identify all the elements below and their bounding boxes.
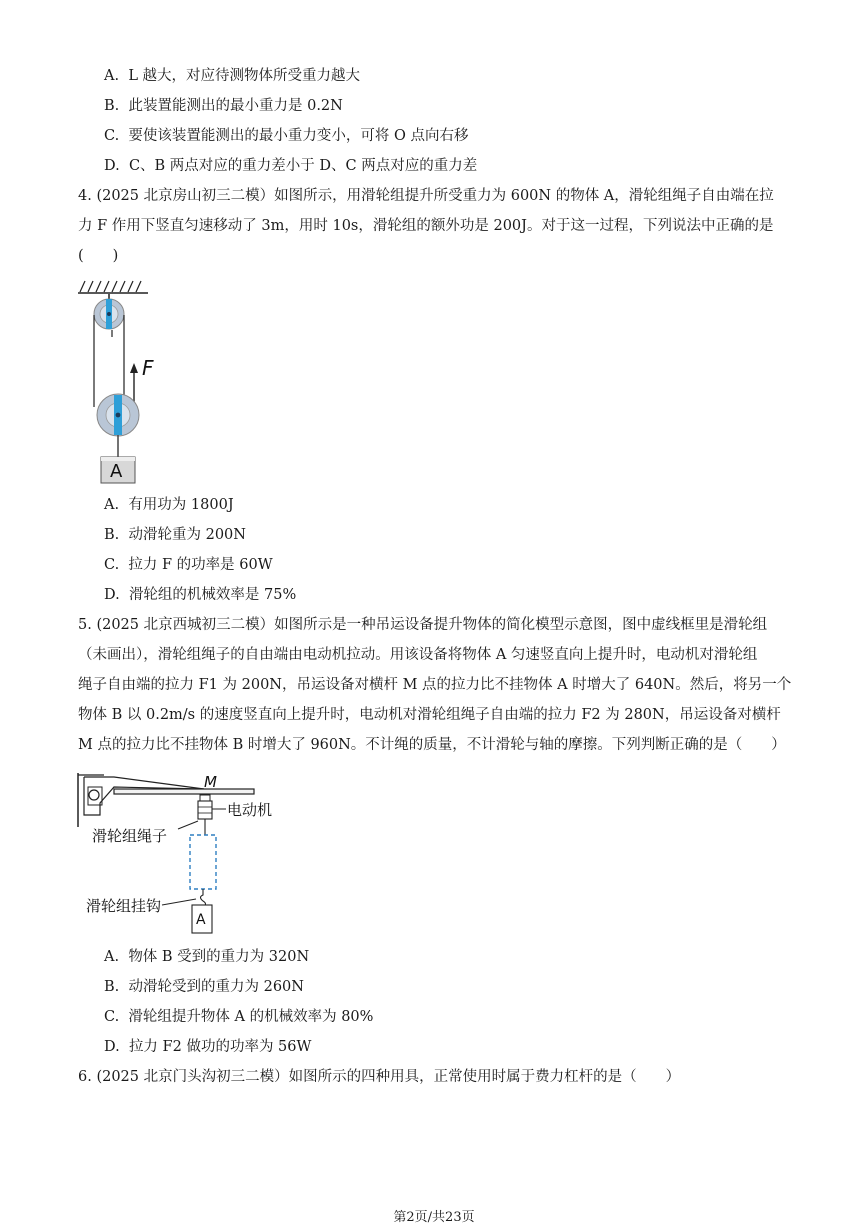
q3-option-b-letter: B. bbox=[104, 98, 120, 114]
rope-label: 滑轮组绳子 bbox=[92, 827, 168, 845]
motor bbox=[198, 801, 212, 819]
q4-stem-text-1: (2025 北京房山初三二模）如图所示，用滑轮组提升所受重力为 600N 的物体 A，滑轮组绳子自由端在拉 bbox=[96, 188, 774, 204]
q4-option-d-text: 滑轮组的机械效率是 75% bbox=[128, 587, 297, 603]
q5-option-b-text: 动滑轮受到的重力为 260N bbox=[128, 979, 304, 995]
q5-option-b bbox=[104, 977, 304, 997]
q3-option-b bbox=[104, 96, 343, 116]
q3-option-c-text: 要使该装置能测出的最小重力变小，可将 O 点向右移 bbox=[128, 128, 469, 144]
q5-crane-figure bbox=[74, 765, 294, 937]
q4-option-b-text: 动滑轮重为 200N bbox=[128, 527, 246, 543]
q4-option-d bbox=[104, 585, 296, 605]
q4-stem-line-1 bbox=[78, 186, 774, 206]
q3-option-d-text: C、B 两点对应的重力差小于 D、C 两点对应的重力差 bbox=[128, 158, 478, 174]
q4-option-c-text: 拉力 F 的功率是 60W bbox=[128, 557, 273, 573]
block-a-label: A bbox=[110, 461, 123, 482]
q6-stem-line-1 bbox=[78, 1067, 680, 1087]
q5-stem-line-2: （未画出），滑轮组绳子的自由端由电动机拉动。用该设备将物体 A 匀速竖直向上提升时，电动机对滑轮组 bbox=[78, 647, 758, 663]
q3-option-a-text: L 越大，对应待测物体所受重力越大 bbox=[128, 68, 361, 84]
q4-option-c-letter: C. bbox=[104, 557, 120, 573]
q3-option-a bbox=[104, 66, 360, 86]
q5-stem-line-5: M 点的拉力比不挂物体 B 时增大了 960N。不计绳的质量，不计滑轮与轴的摩擦。下列判断正确的是（ ） bbox=[78, 737, 786, 753]
q5-option-c-letter: C. bbox=[104, 1009, 120, 1025]
q3-option-c bbox=[104, 126, 469, 146]
q3-option-c-letter: C. bbox=[104, 128, 120, 144]
q6-stem-text: (2025 北京门头沟初三二模）如图所示的四种用具，正常使用时属于费力杠杆的是（ ） bbox=[96, 1069, 681, 1085]
force-arrow-head bbox=[130, 363, 138, 373]
motor-label: 电动机 bbox=[227, 801, 273, 819]
ceiling-hatching bbox=[80, 281, 141, 292]
q4-option-a-letter: A. bbox=[104, 497, 120, 513]
q5-option-a-text: 物体 B 受到的重力为 320N bbox=[128, 949, 310, 965]
q5-option-d-letter: D. bbox=[104, 1039, 120, 1055]
q5-option-c bbox=[104, 1007, 373, 1027]
q5-number: 5. bbox=[78, 617, 92, 633]
q4-option-a bbox=[104, 495, 234, 515]
q6-number: 6. bbox=[78, 1069, 92, 1085]
q3-option-a-letter: A. bbox=[104, 68, 120, 84]
q5-option-b-letter: B. bbox=[104, 979, 120, 995]
q4-option-d-letter: D. bbox=[104, 587, 120, 603]
q4-pulley-figure bbox=[72, 275, 162, 490]
q5-stem-line-4: 物体 B 以 0.2m/s 的速度竖直向上提升时，电动机对滑轮组绳子自由端的拉力 F2 为 280N，吊运设备对横杆 bbox=[78, 707, 781, 723]
q3-option-d-letter: D. bbox=[104, 158, 120, 174]
q4-stem-line-2: 力 F 作用下竖直匀速移动了 3m，用时 10s，滑轮组的额外功是 200J。对于这一过程，下列说法中正确的是 bbox=[78, 218, 774, 234]
q5-option-d bbox=[104, 1037, 311, 1057]
q5-option-a-letter: A. bbox=[104, 949, 120, 965]
pulley-group-dashed-box bbox=[190, 835, 216, 889]
q4-number: 4. bbox=[78, 188, 92, 204]
q5-block-a-label: A bbox=[196, 912, 206, 928]
hook-label: 滑轮组挂钩 bbox=[86, 897, 162, 915]
q5-stem-line-1 bbox=[78, 615, 767, 635]
q4-option-b-letter: B. bbox=[104, 527, 120, 543]
pulley-hook bbox=[201, 889, 206, 907]
q5-option-a bbox=[104, 947, 309, 967]
q3-option-d bbox=[104, 156, 477, 176]
page-footer: 第2页/共23页 bbox=[393, 1210, 475, 1225]
q5-option-c-text: 滑轮组提升物体 A 的机械效率为 80% bbox=[128, 1009, 374, 1025]
q3-option-b-text: 此装置能测出的最小重力是 0.2N bbox=[128, 98, 343, 114]
q4-option-a-text: 有用功为 1800J bbox=[128, 497, 234, 513]
q5-option-d-text: 拉力 F2 做功的功率为 56W bbox=[128, 1039, 312, 1055]
point-m-label: M bbox=[204, 773, 217, 791]
q4-option-b bbox=[104, 525, 246, 545]
q4-answer-bracket: ( ) bbox=[78, 248, 119, 264]
q5-stem-text-1: (2025 北京西城初三二模）如图所示是一种吊运设备提升物体的简化模型示意图，图中虚线框里是滑轮组 bbox=[96, 617, 768, 633]
q5-stem-line-3: 绳子自由端的拉力 F1 为 200N，吊运设备对横杆 M 点的拉力比不挂物体 A 时增大了 640N。然后，将另一个 bbox=[78, 677, 792, 693]
bracket-pivot bbox=[89, 790, 99, 800]
q4-option-c bbox=[104, 555, 273, 575]
crossbar bbox=[114, 789, 254, 794]
force-label-f: F bbox=[142, 356, 154, 380]
